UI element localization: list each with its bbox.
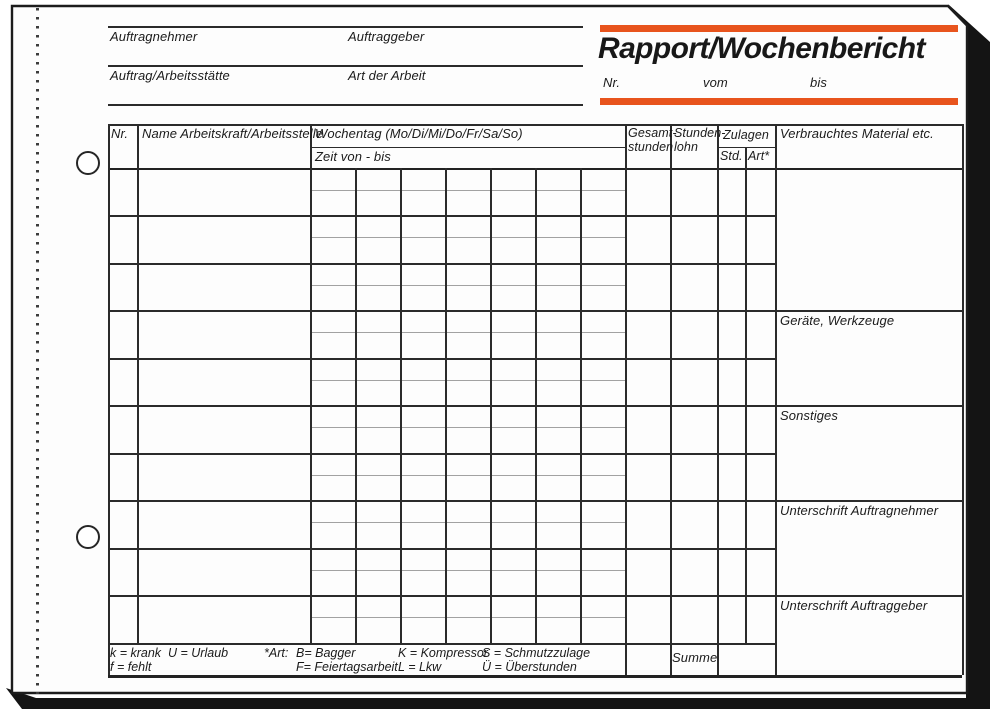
legend-entry: B= Bagger	[296, 646, 356, 660]
grid-line	[580, 168, 582, 644]
grid-line	[400, 168, 402, 644]
grid-line	[310, 522, 625, 523]
legend-entry: *Art:	[264, 646, 289, 660]
grid-line	[490, 168, 492, 644]
section-label-tools: Geräte, Werkzeuge	[780, 313, 895, 328]
section-label-signature-contractor: Unterschrift Auftragnehmer	[780, 503, 939, 518]
grid-line	[108, 675, 962, 678]
grid-line	[962, 124, 964, 675]
grid-line	[445, 168, 447, 644]
grid-line	[310, 147, 625, 149]
legend-entry: F= Feiertagsarbeit	[296, 660, 398, 674]
col-header-wage-2: lohn	[674, 140, 699, 154]
legend-entry: f = fehlt	[110, 660, 152, 674]
legend-entry: K = Kompressor	[398, 646, 488, 660]
grid-line	[310, 617, 625, 618]
grid-line	[310, 427, 625, 428]
field-label-order: Auftrag/Arbeitsstätte	[110, 68, 230, 83]
grid-line	[108, 124, 110, 675]
grid-line	[745, 147, 747, 644]
col-header-nr: Nr.	[111, 126, 129, 141]
field-label-client: Auftraggeber	[348, 29, 425, 44]
field-label-work-type: Art der Arbeit	[348, 68, 426, 83]
grid-line	[108, 215, 775, 217]
form-title: Rapport/Wochenbericht	[598, 32, 925, 65]
sum-label: Summe	[672, 650, 718, 665]
col-header-time: Zeit von - bis	[315, 149, 391, 164]
grid-line	[310, 570, 625, 571]
col-header-total-2: stunden	[628, 140, 674, 154]
col-header-allowance-type: Art*	[748, 149, 770, 163]
grid-line	[108, 263, 775, 265]
col-header-wage-1: Stunden-	[674, 126, 726, 140]
meta-label-from: vom	[703, 75, 728, 90]
grid-line	[108, 643, 775, 645]
col-header-allowances: Zulagen	[723, 128, 769, 142]
col-header-material: Verbrauchtes Material etc.	[780, 126, 934, 141]
grid-line	[108, 548, 775, 550]
meta-label-nr: Nr.	[603, 75, 621, 90]
grid-line	[670, 124, 672, 675]
grid-line	[310, 124, 312, 643]
grid-line	[310, 380, 625, 381]
grid-line	[355, 168, 357, 644]
grid-line	[717, 124, 719, 675]
field-label-contractor: Auftragnehmer	[110, 29, 198, 44]
col-header-allowance-hours: Std.	[720, 149, 743, 163]
legend-entry: k = krank	[110, 646, 162, 660]
grid-line	[310, 190, 625, 191]
grid-line	[108, 453, 775, 455]
col-header-weekday: Wochentag (Mo/Di/Mi/Do/Fr/Sa/So)	[315, 126, 523, 141]
grid-line	[310, 332, 625, 333]
section-label-misc: Sonstiges	[780, 408, 838, 423]
legend-entry: S = Schmutzzulage	[482, 646, 591, 660]
grid-line	[137, 124, 139, 643]
grid-line	[310, 285, 625, 286]
legend-entry: U = Urlaub	[168, 646, 229, 660]
grid-line	[625, 124, 627, 675]
grid-line	[108, 358, 775, 360]
grid-line	[775, 124, 777, 675]
legend-entry: L = Lkw	[398, 660, 442, 674]
section-label-signature-client: Unterschrift Auftraggeber	[780, 598, 928, 613]
meta-label-to: bis	[810, 75, 827, 90]
col-header-total-1: Gesamt-	[628, 126, 677, 140]
grid-line	[310, 237, 625, 238]
grid-line	[535, 168, 537, 644]
legend-entry: Ü = Überstunden	[482, 660, 577, 674]
col-header-name: Name Arbeitskraft/Arbeitsstelle	[142, 126, 324, 141]
grid-line	[310, 475, 625, 476]
